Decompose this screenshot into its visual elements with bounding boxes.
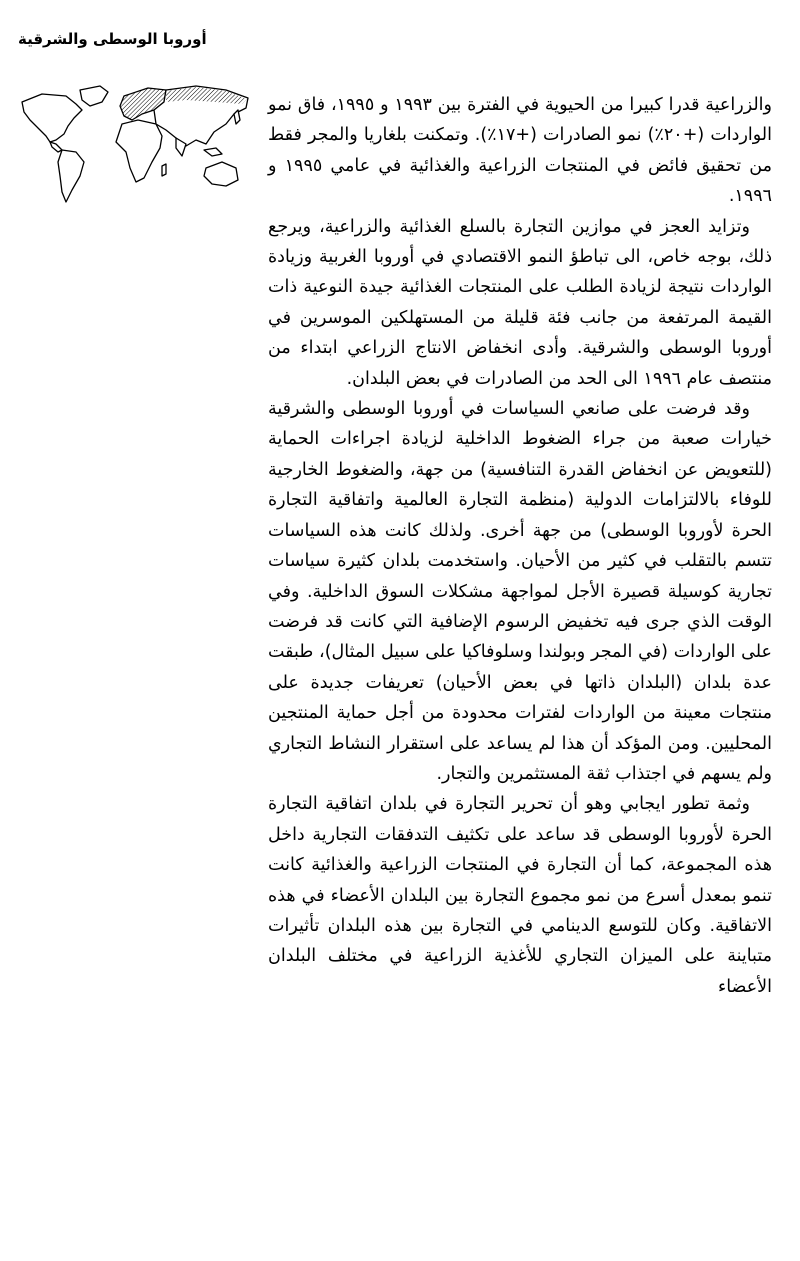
article-body [268, 90, 772, 1002]
landmass-north-america [22, 94, 82, 142]
paragraph-3: وقد فرضت على صانعي السياسات في أوروبا الوسطى والشرقية خيارات صعبة من جراء الضغوط الداخلية لزيادة اجراءات الحماية (للتعويض عن انخفاض القدرة التنافسية) من جهة، والضغوط الخارجية للوفاء بالالتزامات الدولية (منظمة التجارة العالمية واتفاقية التجارة الحرة لأوروبا الوسطى) من جهة أخرى. ولذلك كانت هذه السياسات تتسم بالتقلب في كثير من الأحيان. واستخدمت بلدان كثيرة سياسات تجارية كوسيلة قصيرة الأجل لمواجهة مشكلات السوق الداخلية. وفي الوقت الذي جرى فيه تخفيض الرسوم الإضافية التي كانت قد فرضت على الواردات (في المجر وبولندا وسلوفاكيا على سبيل المثال)، طبقت عدة بلدان (البلدان ذاتها في بعض الأحيان) تعريفات جديدة على منتجات معينة من الواردات لفترات محدودة من أجل حماية المنتجين المحليين. ومن المؤكد أن هذا لم يساعد على استقرار النشاط التجاري ولم يسهم في اجتذاب ثقة المستثمرين والتجار. [268, 399, 772, 784]
paragraph-4: وثمة تطور ايجابي وهو أن تحرير التجارة في بلدان اتفاقية التجارة الحرة لأوروبا الوسطى قد ساعد على تكثيف التدفقات التجارية داخل هذه المجموعة، كما أن التجارة في المنتجات الزراعية والغذائية كانت تنمو بمعدل أسرع من نمو مجموع التجارة بين البلدان الأعضاء في هذه الاتفاقية. وكان للتوسع الدينامي في التجارة بين هذه البلدان تأثيرات متباينة على الميزان التجاري للأغذية الزراعية في مختلف البلدان الأعضاء [268, 794, 772, 997]
landmass-madagascar [162, 164, 166, 176]
section-title: أوروبا الوسطى والشرقية [18, 30, 207, 48]
landmass-islands [204, 148, 222, 156]
paragraph-1: والزراعية قدرا كبيرا من الحيوية في الفترة بين ١٩٩٣ و ١٩٩٥، فاق نمو الواردات (+٢٠٪) نمو الصادرات (+١٧٪). وتمكنت بلغاريا والمجر فقط من تحقيق فائض في المنتجات الزراعية والغذائية في عامي ١٩٩٥ و ١٩٩٦. [268, 95, 773, 207]
landmass-africa [116, 120, 162, 182]
paragraph-2: وتزايد العجز في موازين التجارة بالسلع الغذائية والزراعية، ويرجع ذلك، بوجه خاص، الى تباطؤ النمو الاقتصادي في أوروبا الغربية وزيادة الواردات نتيجة لزيادة الطلب على المنتجات الغذائية جيدة النوعية ذات القيمة المرتفعة من جانب فئة قليلة من المستهلكين الموسرين في أوروبا الوسطى والشرقية. وأدى انخفاض الانتاج الزراعي ابتداء من منتصف عام ١٩٩٦ الى الحد من الصادرات في بعض البلدان. [268, 216, 772, 389]
landmass-south-america [58, 150, 84, 202]
landmass-australia [204, 162, 238, 186]
world-map-icon [16, 84, 252, 206]
landmass-central-america [50, 142, 62, 152]
landmass-greenland [80, 86, 108, 106]
